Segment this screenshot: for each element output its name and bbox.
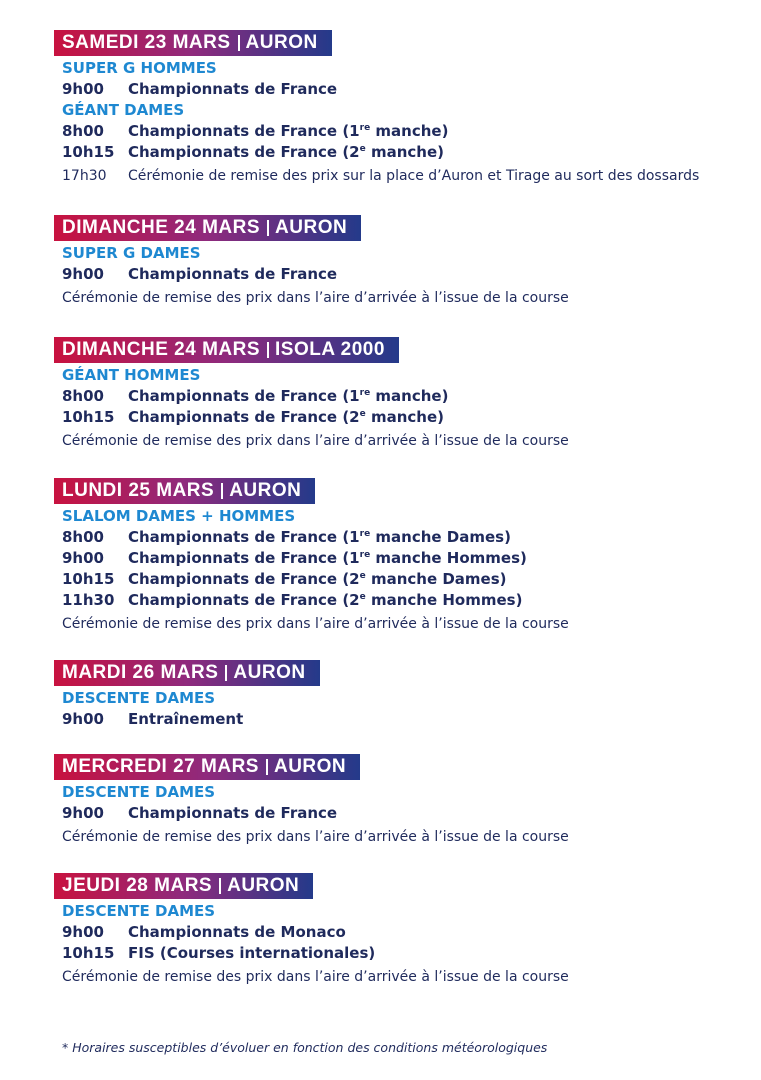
category-heading: DESCENTE DAMES	[62, 689, 216, 707]
event-label: Championnats de France (2	[128, 591, 360, 609]
category-heading: GÉANT DAMES	[62, 101, 185, 119]
event-time: 10h15	[62, 944, 115, 962]
event-label: Championnats de France (2	[128, 408, 360, 426]
day-venue: AURON	[275, 217, 348, 238]
event-label-end: manche Dames)	[370, 528, 511, 546]
event-time: 8h00	[62, 528, 104, 546]
note-text: Cérémonie de remise des prix sur la place d’Auron et Tirage au sort des dossards	[128, 168, 700, 184]
banner-separator	[225, 665, 227, 681]
event-time: 8h00	[62, 387, 104, 405]
event-row	[62, 591, 522, 609]
day-venue: AURON	[233, 662, 306, 683]
day-date: DIMANCHE 24 MARS	[62, 217, 261, 238]
event-row	[62, 80, 337, 98]
event-label: Championnats de France (1	[128, 549, 360, 567]
event-label: Entraînement	[128, 710, 244, 728]
day-banner	[54, 30, 332, 56]
note-time: 17h30	[62, 168, 107, 184]
day-banner	[54, 337, 399, 363]
event-label: Championnats de France (2	[128, 570, 360, 588]
day-venue: AURON	[245, 32, 318, 53]
event-time: 9h00	[62, 923, 104, 941]
event-time: 9h00	[62, 265, 104, 283]
banner-separator	[267, 220, 269, 236]
category-heading: SUPER G HOMMES	[62, 59, 217, 77]
event-row	[62, 923, 346, 941]
event-row	[62, 265, 337, 283]
category-heading: DESCENTE DAMES	[62, 902, 216, 920]
category-heading: SLALOM DAMES + HOMMES	[62, 507, 296, 525]
day-banner	[54, 478, 315, 504]
event-row	[62, 549, 527, 567]
event-label-end: manche Hommes)	[370, 549, 527, 567]
event-time: 9h00	[62, 804, 104, 822]
ordinal-suffix: re	[359, 388, 371, 398]
event-label: Championnats de France	[128, 804, 338, 822]
event-row	[62, 944, 375, 962]
day-venue: ISOLA 2000	[275, 339, 385, 360]
day-date: MARDI 26 MARS	[62, 662, 219, 683]
ordinal-suffix: re	[359, 550, 371, 560]
event-row	[62, 387, 448, 405]
event-time: 10h15	[62, 408, 115, 426]
day-banner	[54, 215, 361, 241]
event-label-end: manche)	[370, 122, 449, 140]
event-row	[62, 408, 444, 426]
day-date: MERCREDI 27 MARS	[62, 756, 259, 777]
event-time: 8h00	[62, 122, 104, 140]
ceremony-note	[62, 969, 569, 985]
event-row	[62, 143, 444, 161]
note-text: Cérémonie de remise des prix dans l’aire d’arrivée à l’issue de la course	[62, 829, 569, 845]
day-venue: AURON	[273, 756, 347, 777]
event-label: Championnats de France	[128, 80, 338, 98]
day-date: JEUDI 28 MARS	[62, 875, 213, 896]
day-date: DIMANCHE 24 MARS	[62, 339, 261, 360]
footnote: * Horaires susceptibles d’évoluer en fonction des conditions météorologiques	[62, 1040, 548, 1055]
ceremony-note	[62, 829, 569, 845]
note-text: Cérémonie de remise des prix dans l’aire d’arrivée à l’issue de la course	[62, 433, 569, 449]
ordinal-suffix: e	[359, 144, 366, 154]
note-text: Cérémonie de remise des prix dans l’aire d’arrivée à l’issue de la course	[62, 616, 569, 632]
event-time: 9h00	[62, 80, 104, 98]
event-row	[62, 804, 337, 822]
event-label: Championnats de France	[128, 265, 338, 283]
ceremony-note	[62, 290, 569, 306]
category-heading: GÉANT HOMMES	[62, 366, 201, 384]
event-label: Championnats de France (1	[128, 387, 360, 405]
event-time: 11h30	[62, 591, 115, 609]
event-time: 9h00	[62, 710, 104, 728]
note-text: Cérémonie de remise des prix dans l’aire d’arrivée à l’issue de la course	[62, 290, 569, 306]
ordinal-suffix: e	[359, 571, 366, 581]
day-venue: AURON	[227, 875, 300, 896]
banner-separator	[266, 759, 268, 775]
event-label: Championnats de Monaco	[128, 923, 346, 941]
event-label-end: manche Dames)	[365, 570, 507, 588]
banner-separator	[238, 35, 240, 51]
note-text: Cérémonie de remise des prix dans l’aire d’arrivée à l’issue de la course	[62, 969, 569, 985]
day-banner	[54, 660, 320, 686]
ordinal-suffix: re	[359, 529, 371, 539]
ceremony-note	[62, 433, 569, 449]
event-row	[62, 570, 507, 588]
ceremony-note	[62, 616, 569, 632]
ordinal-suffix: e	[359, 409, 366, 419]
ordinal-suffix: re	[359, 123, 371, 133]
event-row	[62, 710, 243, 728]
event-label-end: manche)	[365, 143, 444, 161]
day-date: LUNDI 25 MARS	[62, 480, 215, 501]
day-venue: AURON	[229, 480, 302, 501]
event-label: FIS (Courses internationales)	[128, 944, 376, 962]
event-label: Championnats de France (2	[128, 143, 360, 161]
category-heading: SUPER G DAMES	[62, 244, 201, 262]
event-label: Championnats de France (1	[128, 528, 360, 546]
banner-separator	[221, 483, 223, 499]
day-date: SAMEDI 23 MARS	[62, 32, 231, 53]
ceremony-note	[62, 168, 699, 184]
event-row	[62, 122, 448, 140]
banner-separator	[267, 342, 269, 358]
day-banner	[54, 754, 360, 780]
banner-separator	[219, 878, 221, 894]
event-label-end: manche)	[365, 408, 444, 426]
event-time: 10h15	[62, 570, 115, 588]
ordinal-suffix: e	[359, 592, 366, 602]
category-heading: DESCENTE DAMES	[62, 783, 216, 801]
event-time: 10h15	[62, 143, 115, 161]
event-time: 9h00	[62, 549, 104, 567]
day-banner	[54, 873, 313, 899]
event-label-end: manche)	[370, 387, 449, 405]
event-label: Championnats de France (1	[128, 122, 360, 140]
event-row	[62, 528, 511, 546]
event-label-end: manche Hommes)	[365, 591, 523, 609]
